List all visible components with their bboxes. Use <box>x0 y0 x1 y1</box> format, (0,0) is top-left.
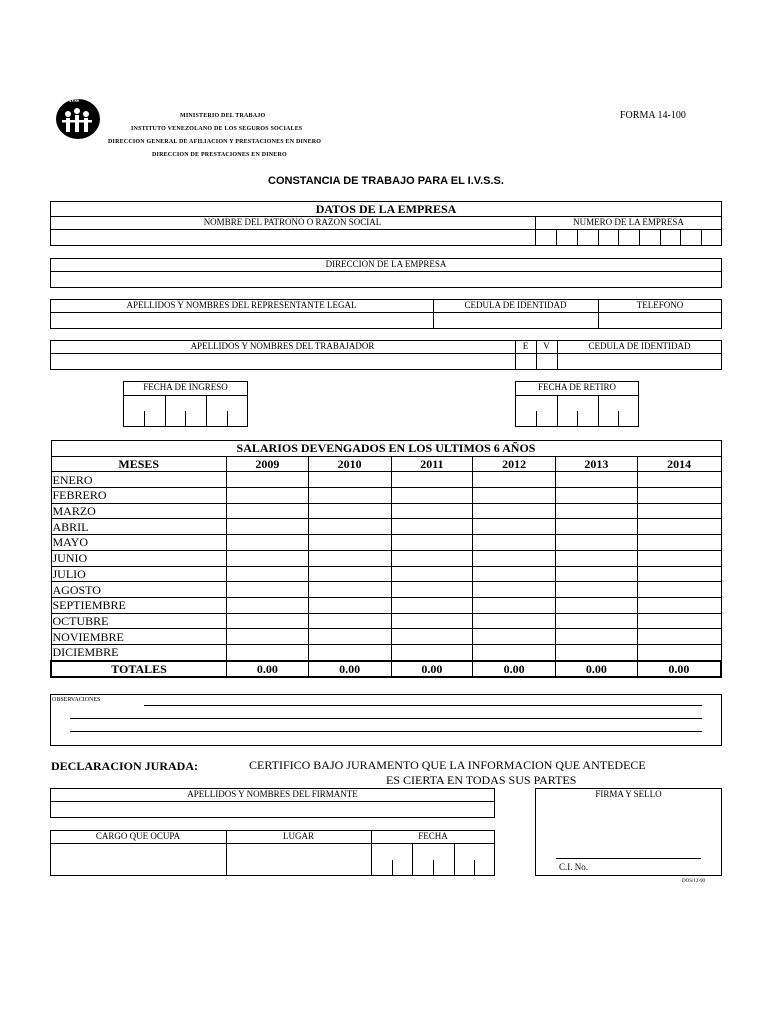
representante-label: APELLIDOS Y NOMBRES DEL REPRESENTANTE LEGAL <box>126 300 357 310</box>
firmante-field[interactable] <box>51 802 494 817</box>
month-row <box>51 535 721 551</box>
year-header: 2011 <box>391 456 473 472</box>
salary-cell[interactable] <box>473 629 556 645</box>
month-label: AGOSTO <box>51 582 227 598</box>
salary-cell[interactable] <box>308 488 391 504</box>
year-header: 2014 <box>637 456 721 472</box>
year-header: 2009 <box>227 456 309 472</box>
declaracion-label: DECLARACION JURADA: <box>51 759 198 773</box>
salary-cell[interactable] <box>473 535 556 551</box>
header-line-4: DIRECCION DE PRESTACIONES EN DINERO <box>152 152 287 158</box>
salary-cell[interactable] <box>473 566 556 582</box>
telefono-label: TELEFONO <box>636 300 684 310</box>
salary-cell[interactable] <box>391 488 473 504</box>
salary-cell[interactable] <box>555 535 637 551</box>
trabajador-cedula-label: CEDULA DE IDENTIDAD <box>588 341 691 351</box>
month-label: ENERO <box>51 472 227 488</box>
salary-cell[interactable] <box>473 472 556 488</box>
v-checkbox[interactable] <box>537 354 557 369</box>
observaciones-line[interactable] <box>70 731 702 732</box>
trabajador-cedula-field[interactable] <box>558 354 721 369</box>
salary-cell[interactable] <box>227 519 309 535</box>
salary-cell[interactable] <box>391 535 473 551</box>
month-label: ABRIL <box>51 519 227 535</box>
month-row <box>51 472 721 488</box>
month-row <box>51 613 721 629</box>
salary-cell[interactable] <box>227 644 309 660</box>
salary-cell[interactable] <box>473 488 556 504</box>
observaciones-box <box>50 694 722 746</box>
salary-cell[interactable] <box>308 597 391 613</box>
salary-cell[interactable] <box>227 582 309 598</box>
ci-label: C.I. No. <box>559 862 588 872</box>
header-line-3: DIRECCION GENERAL DE AFILIACION Y PRESTACIONES EN DINERO <box>108 139 322 145</box>
salary-cell[interactable] <box>555 613 637 629</box>
salary-cell[interactable] <box>227 488 309 504</box>
month-label: DICIEMBRE <box>51 644 227 660</box>
direccion-field[interactable] <box>51 272 721 287</box>
salary-cell[interactable] <box>308 535 391 551</box>
salary-cell[interactable] <box>555 566 637 582</box>
firma-sello-label: FIRMA Y SELLO <box>595 789 662 799</box>
footer-code: DOS/12-90 <box>682 879 706 884</box>
fecha-label: FECHA <box>418 831 448 841</box>
salary-cell[interactable] <box>391 597 473 613</box>
salary-cell[interactable] <box>637 597 721 613</box>
nombre-patrono-field[interactable] <box>51 230 535 245</box>
salary-cell[interactable] <box>637 488 721 504</box>
lugar-field[interactable] <box>227 844 370 875</box>
header-line-2: INSTITUTO VENEZOLANO DE LOS SEGUROS SOCIALES <box>131 126 303 132</box>
month-label: MARZO <box>51 503 227 519</box>
fecha-ingreso-label: FECHA DE INGRESO <box>143 382 228 392</box>
month-label: FEBRERO <box>51 488 227 504</box>
telefono-field[interactable] <box>599 313 721 328</box>
month-label: NOVIEMBRE <box>51 629 227 645</box>
cargo-label: CARGO QUE OCUPA <box>95 831 181 841</box>
salary-cell[interactable] <box>637 550 721 566</box>
salary-cell[interactable] <box>473 519 556 535</box>
month-label: JUNIO <box>51 550 227 566</box>
fecha-ingreso-field[interactable] <box>124 396 247 426</box>
salary-cell[interactable] <box>637 613 721 629</box>
salary-cell[interactable] <box>391 566 473 582</box>
salary-cell[interactable] <box>637 629 721 645</box>
month-row <box>51 566 721 582</box>
observaciones-line[interactable] <box>144 705 702 706</box>
salary-cell[interactable] <box>637 472 721 488</box>
salary-cell[interactable] <box>555 519 637 535</box>
numero-empresa-field[interactable] <box>536 230 721 245</box>
salarios-title: SALARIOS DEVENGADOS EN LOS ULTIMOS 6 AÑOS <box>51 441 721 457</box>
trabajador-label: APELLIDOS Y NOMBRES DEL TRABAJADOR <box>190 341 375 351</box>
month-row <box>51 629 721 645</box>
salary-cell[interactable] <box>473 503 556 519</box>
salary-cell[interactable] <box>227 566 309 582</box>
month-row <box>51 550 721 566</box>
salary-cell[interactable] <box>391 629 473 645</box>
fecha-retiro-field[interactable] <box>516 396 638 426</box>
salary-cell[interactable] <box>473 582 556 598</box>
salary-cell[interactable] <box>555 488 637 504</box>
total-cell: 0.00 <box>308 661 391 678</box>
salary-cell[interactable] <box>308 550 391 566</box>
salary-cell[interactable] <box>555 644 637 660</box>
salary-cell[interactable] <box>227 535 309 551</box>
form-number: FORMA 14-100 <box>620 110 686 121</box>
total-cell: 0.00 <box>227 661 309 678</box>
salarios-table <box>50 440 722 678</box>
salary-cell[interactable] <box>391 472 473 488</box>
salary-cell[interactable] <box>637 582 721 598</box>
salary-cell[interactable] <box>637 519 721 535</box>
salary-cell[interactable] <box>555 550 637 566</box>
salary-cell[interactable] <box>227 613 309 629</box>
year-header: 2010 <box>308 456 391 472</box>
month-row <box>51 597 721 613</box>
month-label: SEPTIEMBRE <box>51 597 227 613</box>
salary-cell[interactable] <box>308 629 391 645</box>
total-cell: 0.00 <box>473 661 556 678</box>
firmante-label: APELLIDOS Y NOMBRES DEL FIRMANTE <box>187 789 358 799</box>
salary-cell[interactable] <box>391 519 473 535</box>
salary-cell[interactable] <box>637 566 721 582</box>
salary-cell[interactable] <box>391 582 473 598</box>
salary-cell[interactable] <box>308 566 391 582</box>
e-checkbox[interactable] <box>516 354 536 369</box>
direccion-label: DIRECCION DE LA EMPRESA <box>325 259 447 269</box>
cargo-field[interactable] <box>51 844 225 875</box>
salary-cell[interactable] <box>227 550 309 566</box>
year-header: 2013 <box>555 456 637 472</box>
salary-cell[interactable] <box>227 629 309 645</box>
salary-cell[interactable] <box>473 644 556 660</box>
salary-cell[interactable] <box>637 644 721 660</box>
salary-cell[interactable] <box>555 629 637 645</box>
salary-cell[interactable] <box>637 535 721 551</box>
salary-cell[interactable] <box>227 597 309 613</box>
salary-cell[interactable] <box>391 503 473 519</box>
logo-text: Ivss <box>69 98 80 104</box>
salary-cell[interactable] <box>308 472 391 488</box>
nombre-patrono-label: NOMBRE DEL PATRONO O RAZON SOCIAL <box>203 217 382 227</box>
salary-cell[interactable] <box>473 550 556 566</box>
salary-cell[interactable] <box>555 503 637 519</box>
representante-field[interactable] <box>51 313 432 328</box>
salary-cell[interactable] <box>555 472 637 488</box>
observaciones-label: OBSERVACIONES <box>52 697 101 703</box>
salary-cell[interactable] <box>473 597 556 613</box>
salary-cell[interactable] <box>391 613 473 629</box>
ivss-logo <box>55 98 101 140</box>
month-row <box>51 519 721 535</box>
meses-header: MESES <box>51 456 227 472</box>
total-cell: 0.00 <box>391 661 473 678</box>
salary-cell[interactable] <box>555 597 637 613</box>
month-row <box>51 644 721 660</box>
salary-cell[interactable] <box>308 582 391 598</box>
observaciones-line[interactable] <box>70 718 702 719</box>
salary-cell[interactable] <box>473 613 556 629</box>
numero-empresa-label: NUMERO DE LA EMPRESA <box>573 217 684 227</box>
salary-cell[interactable] <box>637 503 721 519</box>
salary-cell[interactable] <box>227 472 309 488</box>
year-header: 2012 <box>473 456 556 472</box>
month-row <box>51 503 721 519</box>
declaracion-line-2: ES CIERTA EN TODAS SUS PARTES <box>386 773 577 787</box>
trabajador-field[interactable] <box>51 354 514 369</box>
salary-cell[interactable] <box>391 644 473 660</box>
month-row <box>51 488 721 504</box>
salary-cell[interactable] <box>391 550 473 566</box>
salary-cell[interactable] <box>308 644 391 660</box>
salary-cell[interactable] <box>308 503 391 519</box>
empresa-section-title: DATOS DE LA EMPRESA <box>315 202 457 216</box>
salary-cell[interactable] <box>555 582 637 598</box>
totales-label: TOTALES <box>51 661 227 678</box>
month-row <box>51 582 721 598</box>
salary-cell[interactable] <box>308 613 391 629</box>
total-cell: 0.00 <box>637 661 721 678</box>
e-label: E <box>522 341 529 351</box>
declaracion-line-1: CERTIFICO BAJO JURAMENTO QUE LA INFORMACION QUE ANTEDECE <box>249 758 646 772</box>
fecha-field[interactable] <box>372 844 494 875</box>
salary-cell[interactable] <box>308 519 391 535</box>
salary-cell[interactable] <box>227 503 309 519</box>
total-cell: 0.00 <box>555 661 637 678</box>
month-label: OCTUBRE <box>51 613 227 629</box>
representante-cedula-label: CEDULA DE IDENTIDAD <box>464 300 567 310</box>
v-label: V <box>543 341 550 351</box>
header-line-1: MINISTERIO DEL TRABAJO <box>180 113 266 119</box>
representante-cedula-field[interactable] <box>434 313 597 328</box>
month-label: MAYO <box>51 535 227 551</box>
lugar-label: LUGAR <box>283 831 314 841</box>
month-label: JULIO <box>51 566 227 582</box>
document-title: CONSTANCIA DE TRABAJO PARA EL I.V.S.S. <box>268 175 504 187</box>
fecha-retiro-label: FECHA DE RETIRO <box>537 382 616 392</box>
